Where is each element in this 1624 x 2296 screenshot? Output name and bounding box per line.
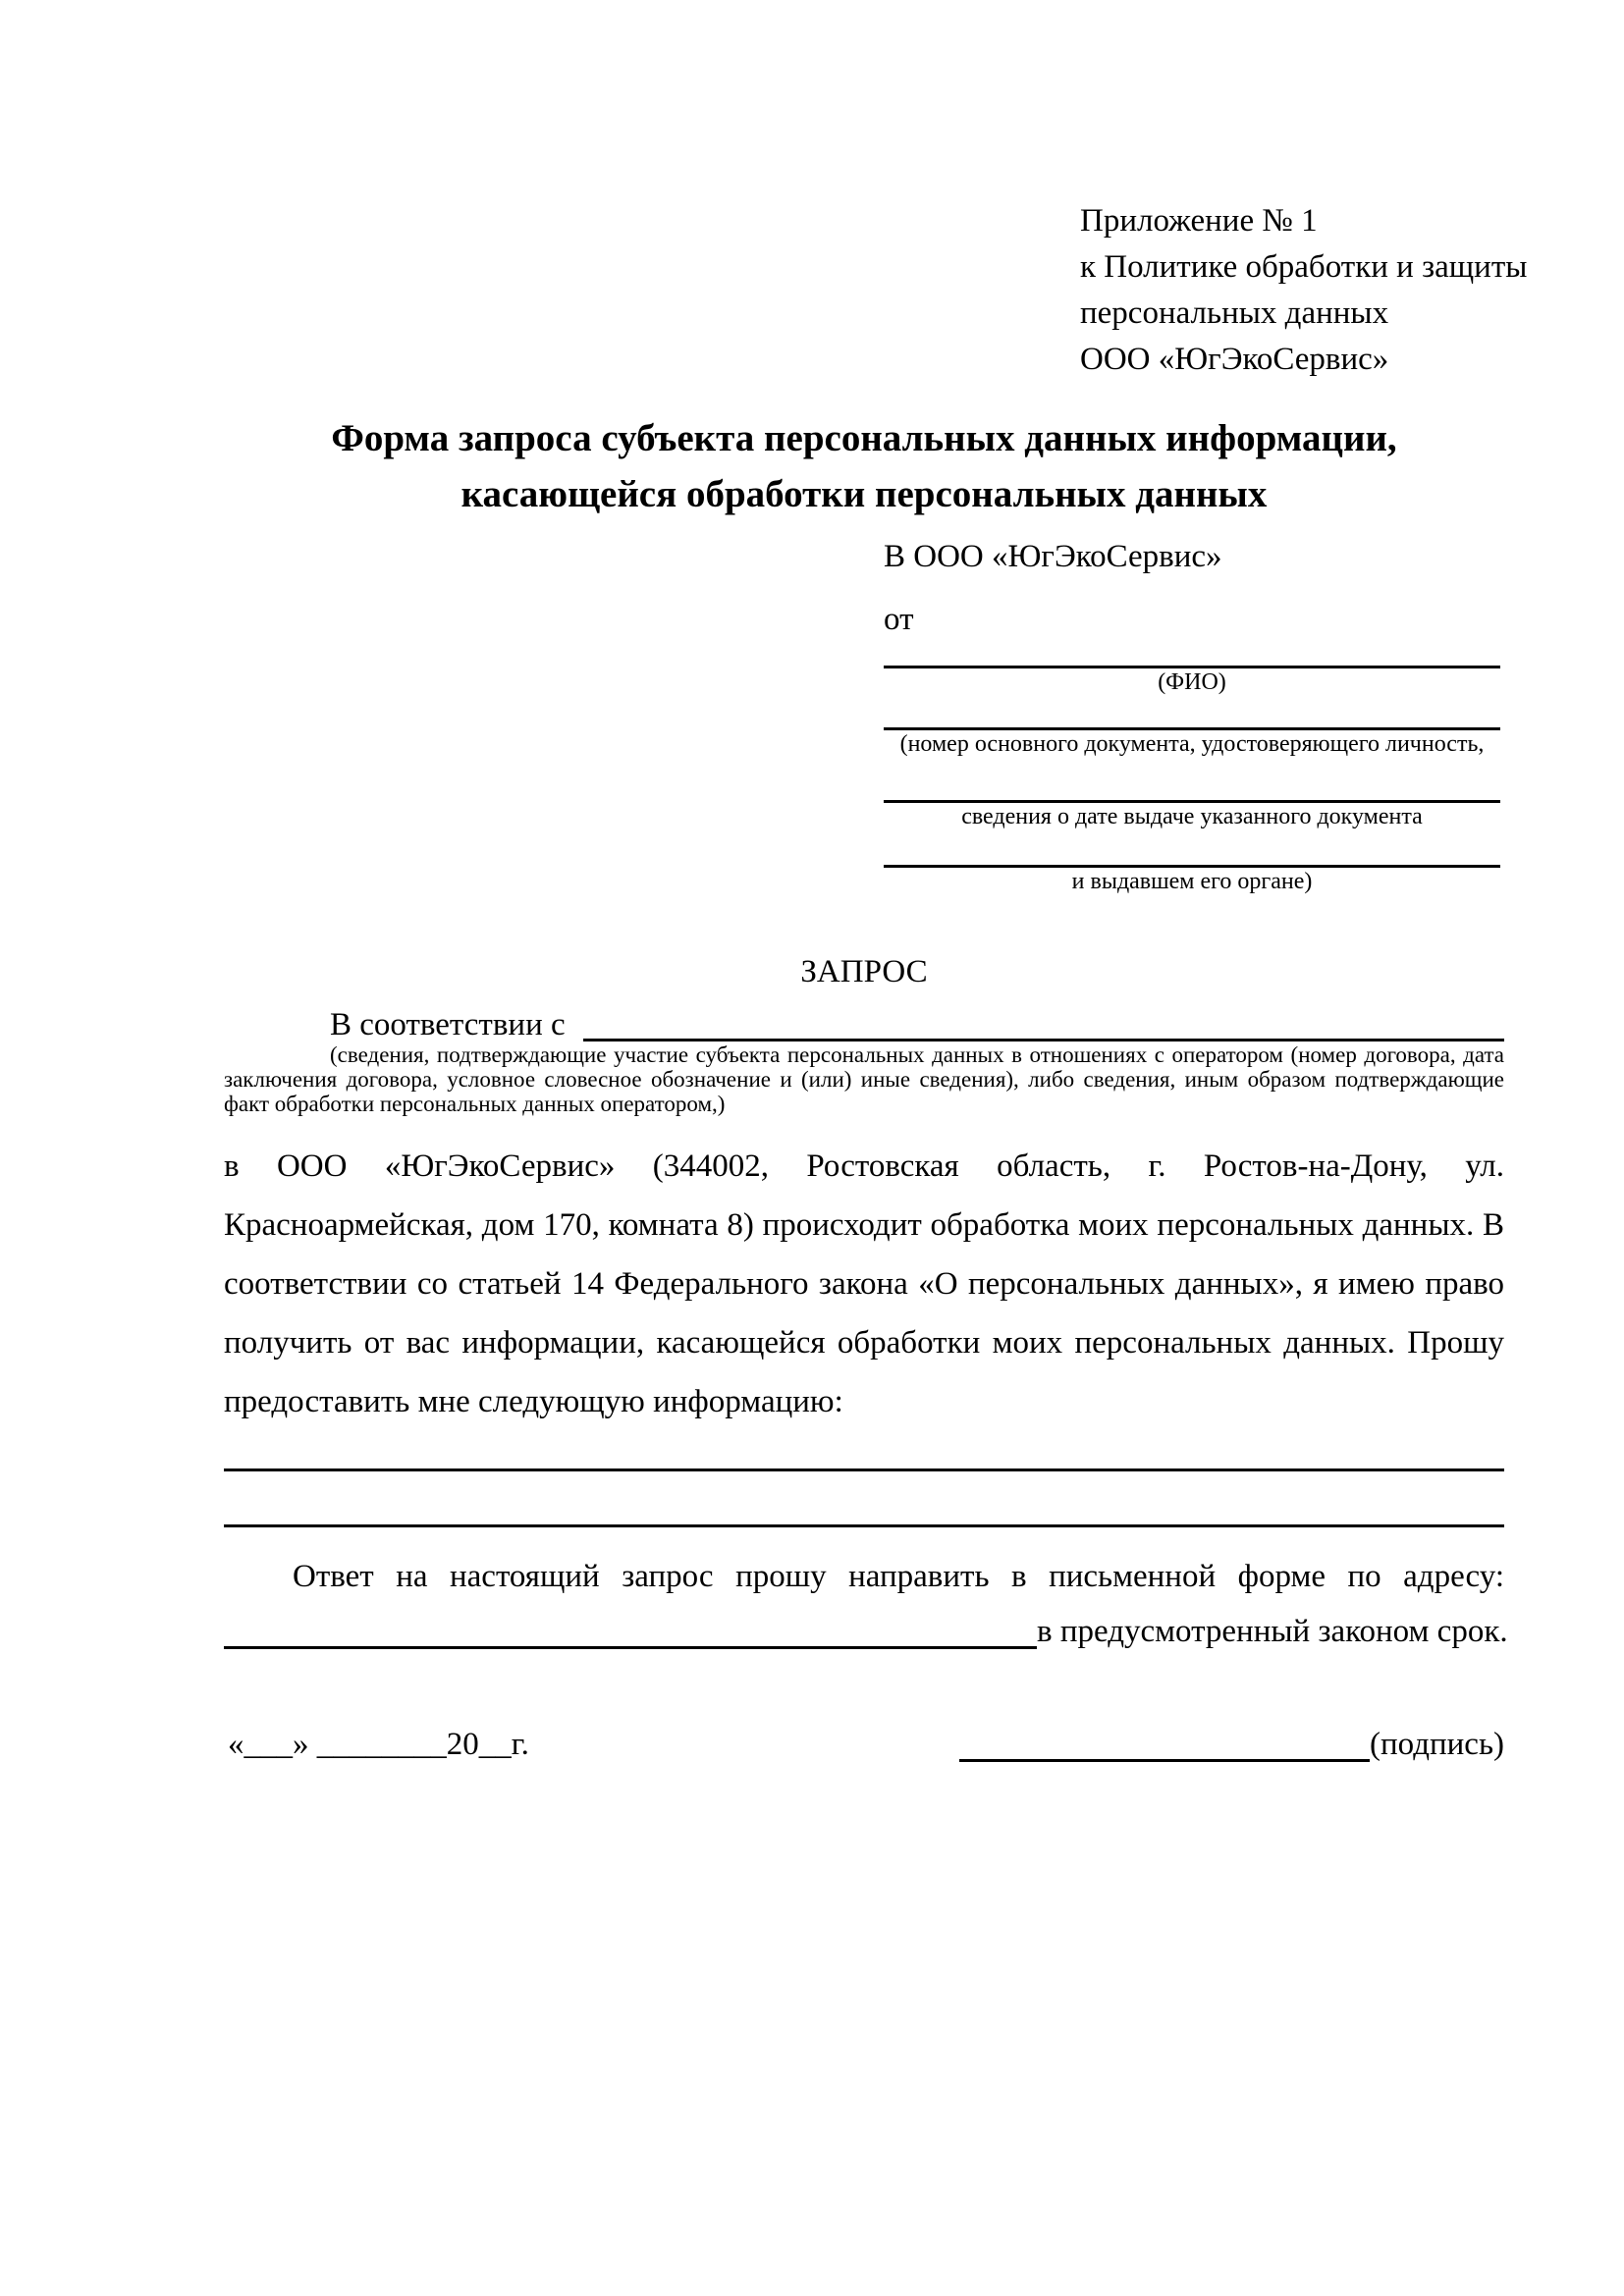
page-title-line: касающейся обработки персональных данных	[460, 473, 1268, 515]
issue-date-label: сведения о дате выдаче указанного документа	[961, 804, 1423, 829]
request-heading: ЗАПРОС	[800, 954, 928, 989]
addressee-from-label: от	[884, 602, 914, 637]
info-blank-line-1	[224, 1468, 1504, 1471]
appendix-note-line: ООО «ЮгЭкоСервис»	[1080, 342, 1389, 377]
info-blank-line-2	[224, 1524, 1504, 1527]
basis-blank-line	[583, 1005, 1504, 1041]
reply-suffix: в предусмотренный законом срок.	[1037, 1614, 1508, 1649]
issue-date-blank-line	[884, 758, 1500, 803]
issuing-authority-blank-line	[884, 830, 1500, 868]
page-title-line: Форма запроса субъекта персональных данных информации,	[331, 417, 1397, 459]
doc-number-label: (номер основного документа, удостоверяющего личность,	[899, 731, 1485, 757]
fio-label: (ФИО)	[1158, 669, 1226, 695]
basis-prefix: В соответствии с	[330, 1007, 573, 1042]
reply-address-row	[224, 1611, 1508, 1652]
fio-blank-line	[884, 640, 1500, 668]
addressee-to: В ООО «ЮгЭкоСервис»	[884, 539, 1222, 574]
appendix-note-line: Приложение № 1	[1080, 203, 1318, 239]
addressee-block	[884, 536, 1500, 895]
basis-row	[224, 1005, 1504, 1044]
request-body-paragraph: в ООО «ЮгЭкоСервис» (344002, Ростовская область, г. Ростов-на-Дону, ул. Красноармейская, дом 170, комната 8) происходит обработка моих персональных данных. В соответствии со статьей 14 Федерального закона «О персональных данных», я имею право получить от вас информации, касающейся обработки моих персональных данных. Прошу предоставить мне следующую информацию:	[224, 1148, 1504, 1419]
doc-number-blank-line	[884, 696, 1500, 730]
page-title	[226, 410, 1502, 522]
signature-label: (подпись)	[1370, 1727, 1504, 1762]
appendix-note-line: к Политике обработки и защиты	[1080, 249, 1528, 285]
reply-request-line: Ответ на настоящий запрос прошу направить в письменной форме по адресу:	[293, 1559, 1504, 1594]
appendix-note-line: персональных данных	[1080, 295, 1389, 331]
signature-blank-line	[959, 1724, 1370, 1762]
appendix-note	[1080, 198, 1527, 383]
date-blank: «___» ________20__г.	[228, 1727, 529, 1762]
issuing-authority-label: и выдавшем его органе)	[1071, 869, 1313, 894]
reply-address-blank-line	[224, 1611, 1037, 1649]
signature-row	[228, 1724, 1504, 1765]
basis-footnote: (сведения, подтверждающие участие субъекта персональных данных в отношениях с оператором (номер договора, дата заключения договора, условное словесное обозначение и (или) иные сведения), либо сведения, иным образом подтверждающие факт обработки персональных данных оператором,)	[224, 1042, 1504, 1116]
